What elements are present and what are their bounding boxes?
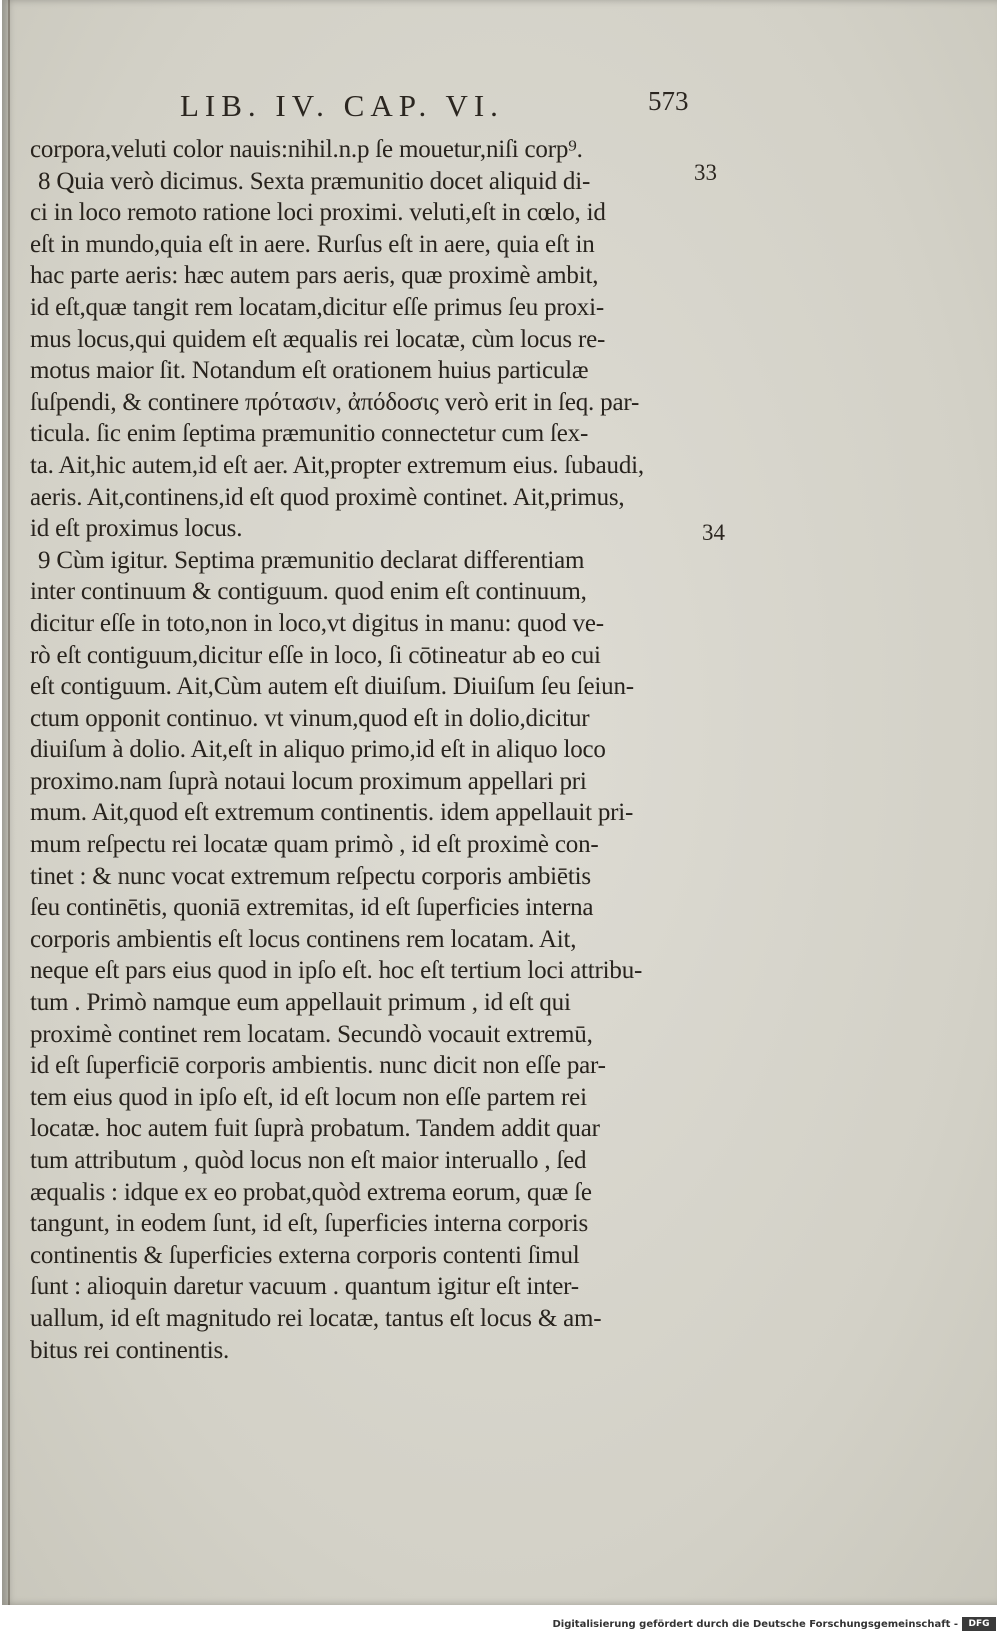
text-line: ta. Ait,hic autem,id eſt aer. Ait,propter extremum eius. ſubaudi, [30,451,644,479]
text-line: ſuſpendi, & continere πρότασιν, ἀπόδοσις verò erit in ſeq. par- [30,388,640,416]
text-line: corporis ambientis eſt locus continens rem locatam. Ait, [30,925,577,953]
text-line: diuiſum à dolio. Ait,eſt in aliquo primo,id eſt in aliquo loco [30,736,606,764]
text-line: id eſt ſuperficiē corporis ambientis. nunc dicit non eſſe par- [30,1052,606,1080]
text-line: tem eius quod in ipſo eſt, id eſt locum non eſſe partem rei [30,1083,587,1111]
text-line: motus maior ſit. Notandum eſt orationem huius particulæ [30,357,589,385]
text-line: ſunt : alioquin daretur vacuum . quantum igitur eſt inter- [30,1273,579,1301]
text-line: rò eſt contiguum,dicitur eſſe in loco, ſi cōtineatur ab eo cui [30,641,601,669]
running-head: LIB. IV. CAP. VI. [180,88,504,123]
margin-number-33: 33 [694,160,717,185]
text-line: id eſt proximus locus. [30,515,243,543]
text-line: continentis & ſuperficies externa corporis contenti ſimul [30,1241,580,1269]
text-line: dicitur eſſe in toto,non in loco,vt digitus in manu: quod ve- [30,609,604,637]
text-line: ticula. ſic enim ſeptima præmunitio connectetur cum ſex- [30,420,589,448]
text-line: id eſt,quæ tangit rem locatam,dicitur eſſe primus ſeu proxi- [30,293,604,321]
text-line: aeris. Ait,continens,id eſt quod proximè continet. Ait,primus, [30,483,625,511]
dfg-logo: DFG [962,1617,996,1631]
text-line: ſeu continētis, quoniā extremitas, id eſt ſuperficies interna [30,894,594,922]
text-line: eſt contiguum. Ait,Cùm autem eſt diuiſum. Diuiſum ſeu ſeiun- [30,673,634,701]
text-line: mum reſpectu rei locatæ quam primò , id eſt proximè con- [30,831,599,859]
text-line: mus locus,qui quidem eſt æqualis rei locatæ, cùm locus re- [30,325,606,353]
page-spine-shadow [8,0,10,1605]
text-line: tum attributum , quòd locus non eſt maior interuallo , ſed [30,1147,587,1174]
text-line: mum. Ait,quod eſt extremum continentis. idem appellauit pri- [30,799,634,827]
text-line: tum . Primò namque eum appellauit primum , id eſt qui [30,989,571,1017]
margin-number-34: 34 [702,520,725,545]
text-line: tinet : & nunc vocat extremum reſpectu corporis ambiētis [30,862,591,890]
body-text [30,134,720,1366]
text-line: 8 Quia verò dicimus. Sexta præmunitio docet aliquid di- [38,167,591,195]
page-number: 573 [648,86,689,116]
text-line: tangunt, in eodem ſunt, id eſt, ſuperficies interna corporis [30,1210,588,1238]
text-line: proximo.nam ſuprà notaui locum proximum appellari pri [30,767,587,795]
text-line: ci in loco remoto ratione loci proximi. veluti,eſt in cœlo, id [30,199,606,227]
text-line: eſt in mundo,quia eſt in aere. Rurſus eſt in aere, quia eſt in [30,230,595,258]
text-line: neque eſt pars eius quod in ipſo eſt. hoc eſt tertium loci attribu- [30,957,643,985]
digitization-credit: Digitalisierung gefördert durch die Deutsche Forschungsgemeinschaft - [552,1619,958,1630]
text-line: locatæ. hoc autem fuit ſuprà probatum. Tandem addit quar [30,1115,600,1143]
text-line: corpora,veluti color nauis:nihil.n.p ſe mouetur,niſi corp⁹. [30,136,583,163]
text-line: bitus rei continentis. [30,1336,230,1364]
text-line: ctum opponit continuo. vt vinum,quod eſt in dolio,dicitur [30,704,590,732]
text-line: æqualis : idque ex eo probat,quòd extrema eorum, quæ ſe [30,1178,592,1206]
text-line: 9 Cùm igitur. Septima præmunitio declarat differentiam [38,546,585,574]
text-line: inter continuum & contiguum. quod enim eſt continuum, [30,578,587,606]
text-line: uallum, id eſt magnitudo rei locatæ, tantus eſt locus & am- [30,1304,602,1332]
text-line: hac parte aeris: hæc autem pars aeris, quæ proximè ambit, [30,262,599,290]
text-line: proximè continet rem locatam. Secundò vocauit extremū, [30,1020,593,1048]
